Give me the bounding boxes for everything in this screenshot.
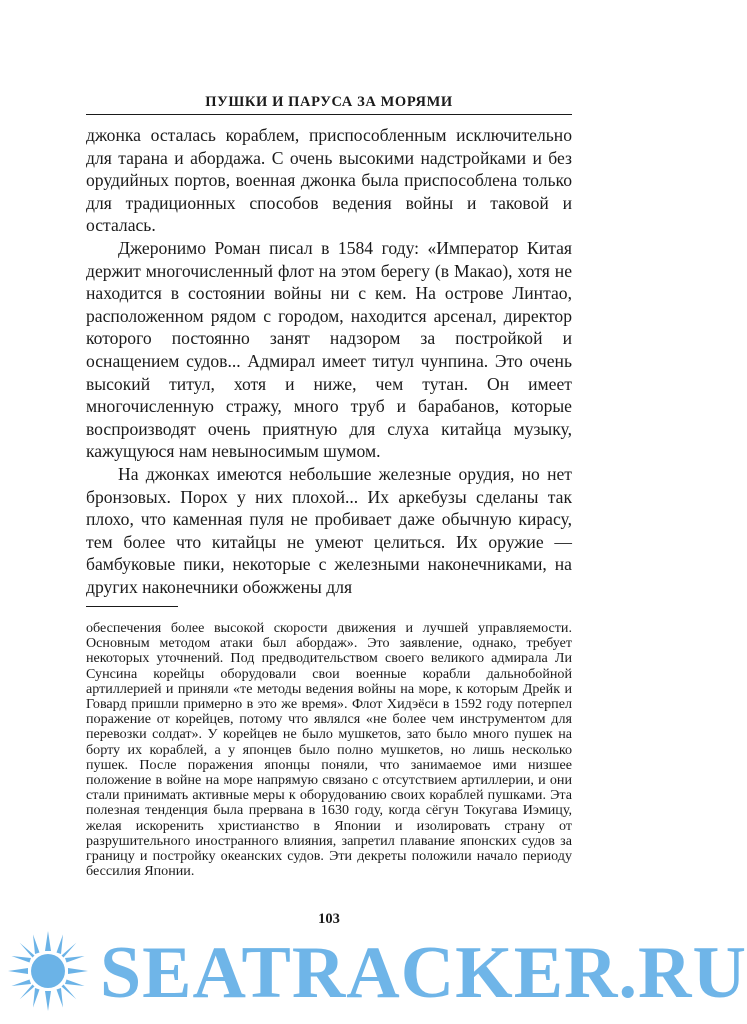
header-rule [86,114,572,115]
footnote: обеспечения более высокой скорости движения и лучшей управляемости. Основным методом атаки был абордаж». Это заявление, однако, требует некоторых уточнений. Под предводительством своего великого адмирала Ли Сунсина корейцы оборудовали свои военные корабли дальнобойной артиллерией и приняли «те методы ведения войны на море, к которым Дрейк и Говард пришли примерно в это же время». Флот Хидэёси в 1592 году потерпел поражение от корейцев, потому что являлся «не более чем инструментом для перевозки солдат». У корейцев не было мушкетов, зато было много пушек на борту их кораблей, а у японцев было полно мушкетов, но лишь несколько пушек. После поражения японцы поняли, что занимаемое ими низшее положение в войне на море напрямую связано с отсутствием артиллерии, и они стали принимать активные меры к оборудованию своих кораблей пушками. Эта полезная тенденция была прервана в 1630 году, когда сёгун Токугава Иэмицу, желая искоренить христианство в Японии и изолировать страну от разрушительного иностранного влияния, запретил плавание японских судов за границу и постройку океанских судов. Эти декреты положили начало периоду бессилия Японии. [86,620,572,880]
footnote-rule [86,606,178,607]
running-title: ПУШКИ И ПАРУСА ЗА МОРЯМИ [205,94,453,110]
page-number: 103 [318,911,340,927]
paragraph: Джеронимо Роман писал в 1584 году: «Император Китая держит многочисленный флот на этом берегу (в Макао), хотя не находится в состоянии войны ни с кем. На острове Линтао, расположенном рядом с городом, находится арсенал, директор которого постоянно занят надзором за постройкой и оснащением судов... Адмирал имеет титул чунпина. Это очень высокий титул, хотя и ниже, чем тутан. Он имеет многочисленную стражу, много труб и барабанов, которые воспроизводят очень приятную для слуха китайца музыку, кажущуюся нам невыносимым шумом. [86,237,572,462]
watermark-text: SEATRACKER.RU [100,932,747,1014]
paragraph: На джонках имеются небольшие железные орудия, но нет бронзовых. Порох у них плохой... Их аркебузы сделаны так плохо, что каменная пуля не пробивает даже обычную кирасу, тем более что китайцы не умеют целиться. Их оружие — бамбуковые пики, некоторые с железными наконечниками, на других наконечники обожжены для [86,463,572,597]
watermark [0,925,747,1024]
paragraph: джонка осталась кораблем, приспособленным исключительно для тарана и абордажа. С очень высокими надстройками и без орудийных портов, военная джонка была приспособлена только для традиционных способов ведения войны и таковой и осталась. [86,125,572,236]
main-text [86,124,572,598]
sun-icon [6,929,90,1013]
